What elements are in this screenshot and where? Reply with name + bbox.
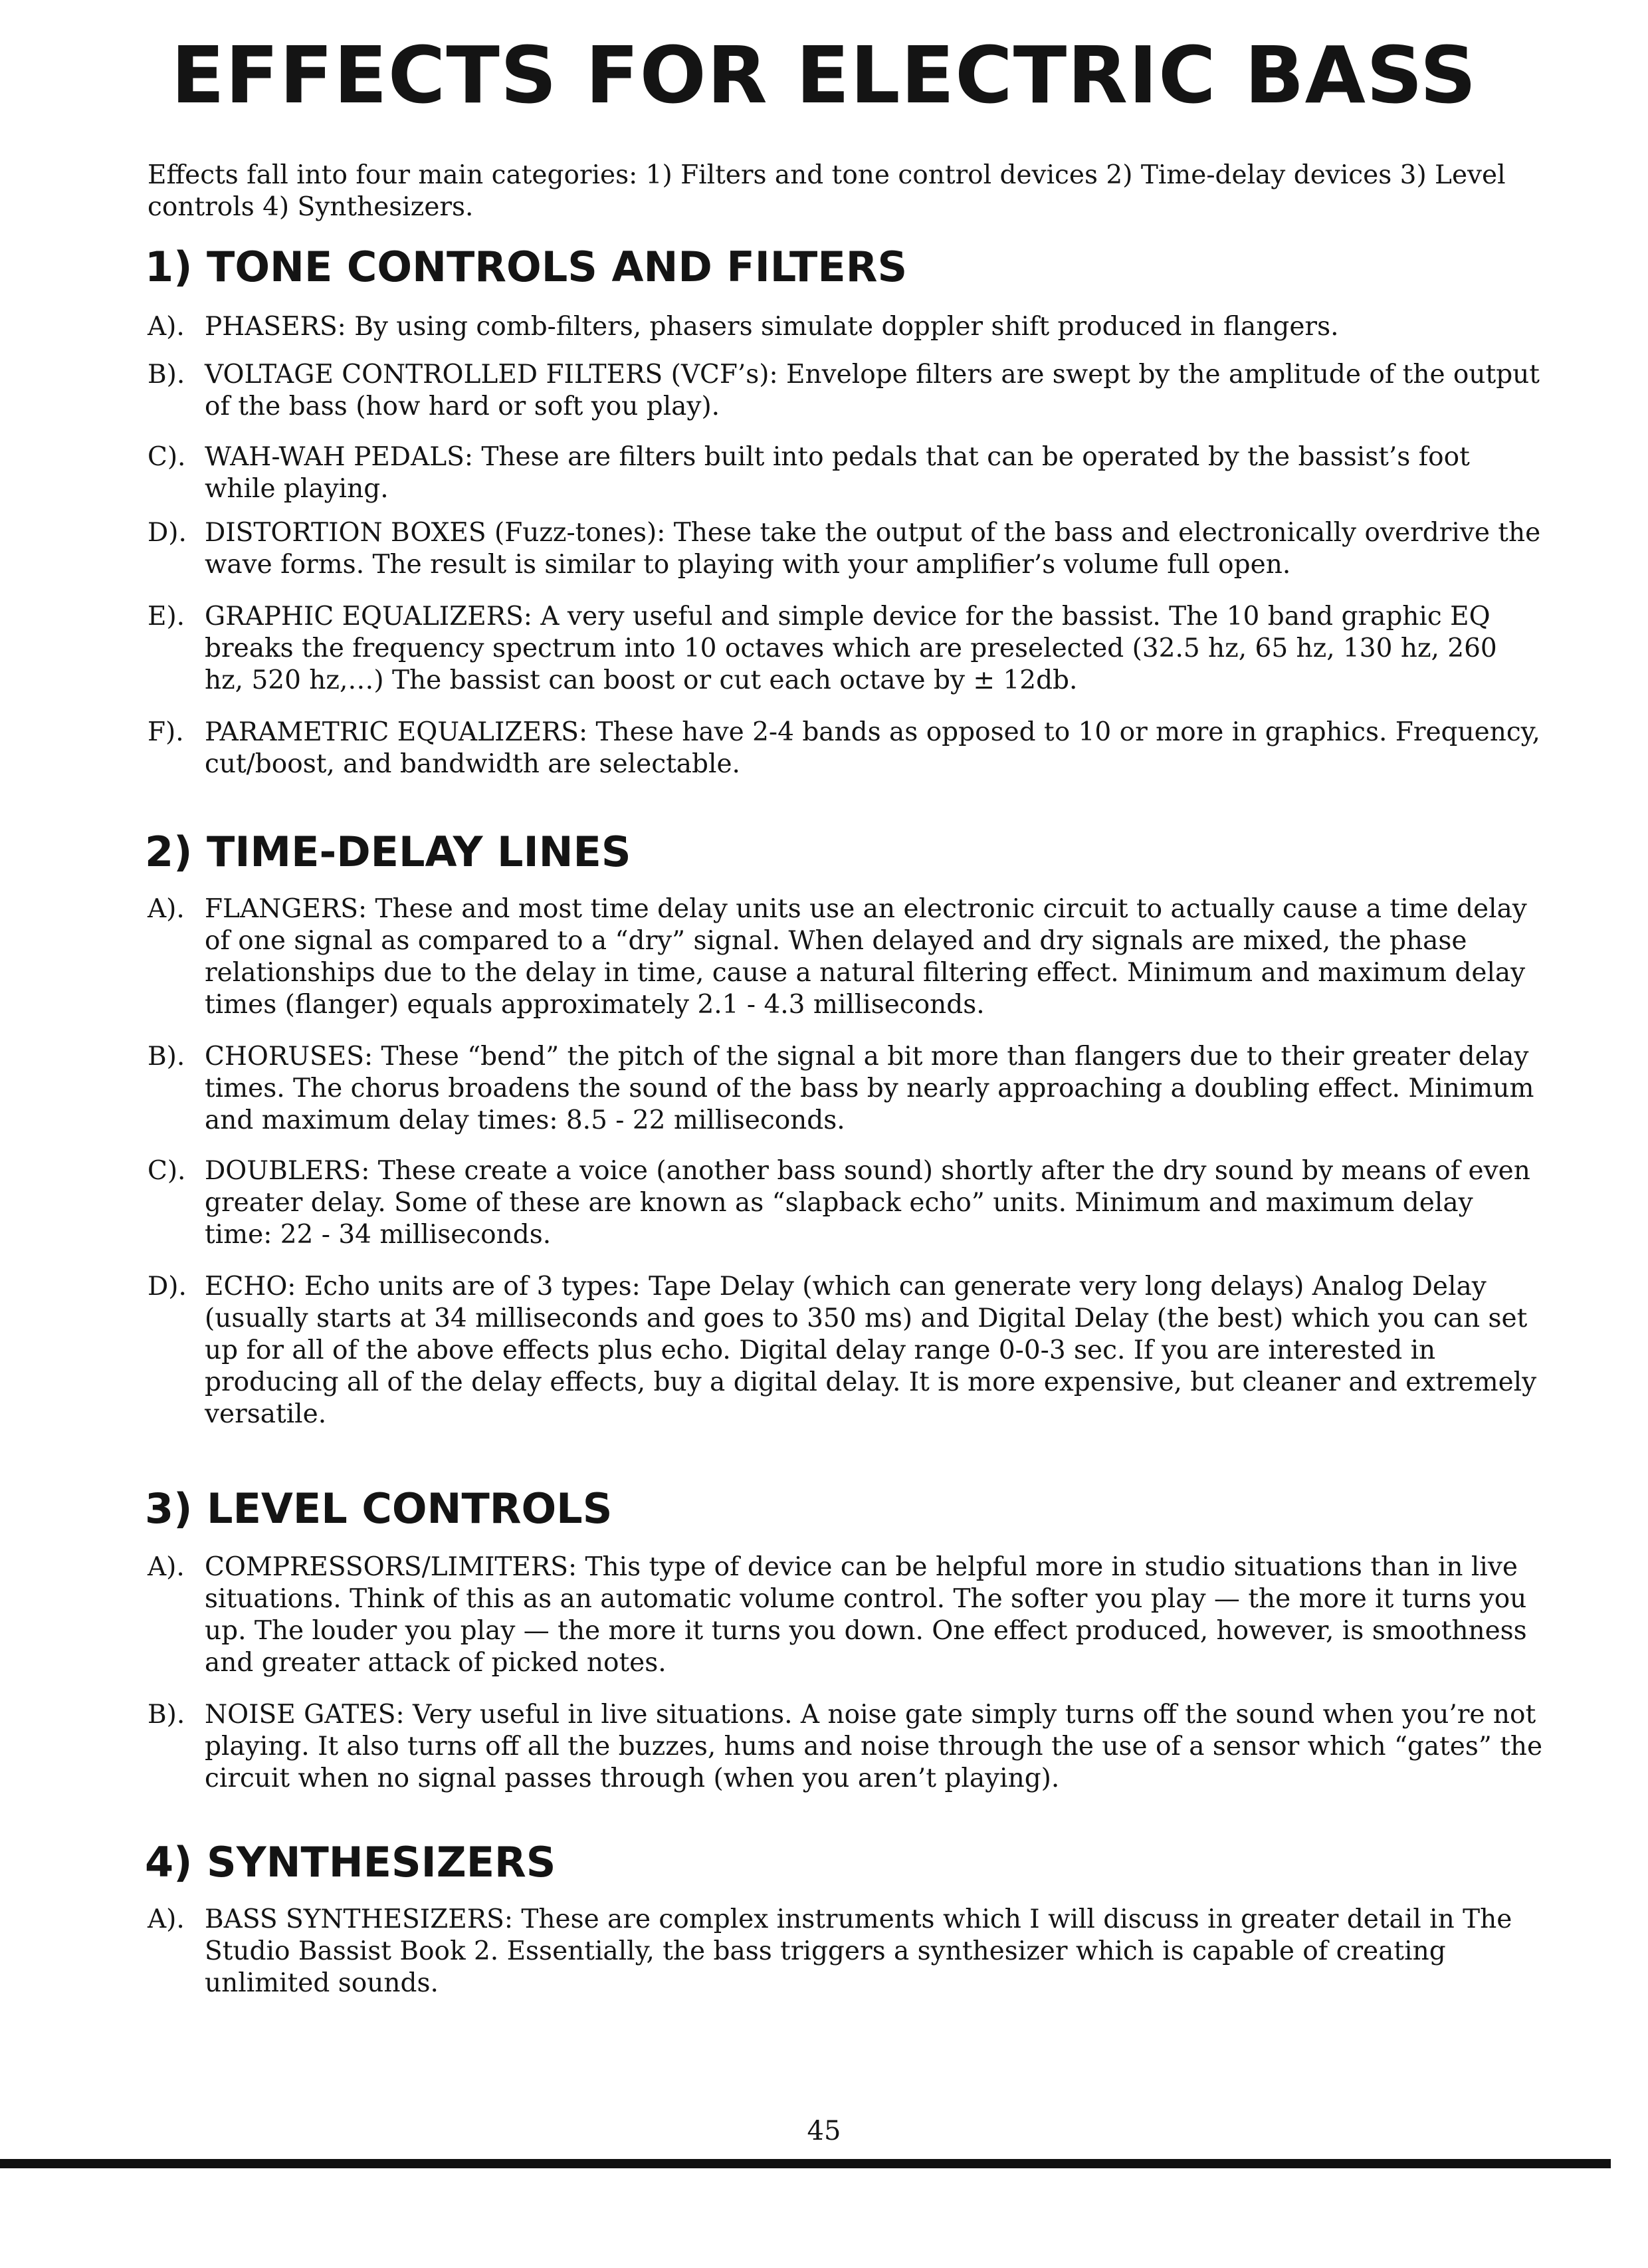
- section-heading-synthesizers: 4) SYNTHESIZERS: [145, 1838, 556, 1886]
- item-marker: B).: [148, 360, 185, 390]
- item-text: FLANGERS: These and most time delay units use an electronic circuit to actually cause a time delay of one signal as compared to a “dry” signal. When delayed and dry signals are mixed, the phase relationships due to the delay in time, cause a natural filtering effect. Minimum and maximum delay times (flanger) equals approximately 2.1 - 4.3 milliseconds.: [205, 894, 1527, 1020]
- footer-rule: [0, 2159, 1611, 2168]
- list-item: [148, 1699, 1543, 1795]
- item-text: GRAPHIC EQUALIZERS: A very useful and simple device for the bassist. The 10 band graphic EQ breaks the frequency spectrum into 10 octaves which are preselected (32.5 hz, 65 hz, 130 hz, 260 hz, 520 hz,…) The bassist can boost or cut each octave by ± 12db.: [205, 602, 1497, 695]
- item-marker: D).: [148, 1272, 187, 1302]
- section-heading-time-delay-lines: 2) TIME-DELAY LINES: [145, 828, 631, 876]
- list-item: [148, 717, 1543, 780]
- item-text: VOLTAGE CONTROLLED FILTERS (VCF’s): Envelope filters are swept by the amplitude of the output of the bass (how hard or soft you play).: [205, 360, 1540, 421]
- item-marker: B).: [148, 1700, 185, 1730]
- list-item: [148, 1041, 1543, 1137]
- item-marker: A).: [148, 894, 185, 924]
- item-marker: A).: [148, 1552, 185, 1582]
- item-text: NOISE GATES: Very useful in live situations. A noise gate simply turns off the sound when you’re not playing. It also turns off all the buzzes, hums and noise through the use of a sensor which “gates” the circuit when no signal passes through (when you aren’t playing).: [205, 1700, 1543, 1793]
- item-text: ECHO: Echo units are of 3 types: Tape Delay (which can generate very long delays) Analog Delay (usually starts at 34 milliseconds and goes to 350 ms) and Digital Delay (the best) which you can set up for all of the above effects plus echo. Digital delay range 0-0-3 sec. If you are interested in producing all of the delay effects, buy a digital delay. It is more expensive, but cleaner and extremely versatile.: [205, 1272, 1537, 1429]
- item-text: COMPRESSORS/LIMITERS: This type of device can be helpful more in studio situations than in live situations. Think of this as an automatic volume control. The softer you play — the more it turns you up. The louder you play — the more it turns you down. One effect produced, however, is smoothness and greater attack of picked notes.: [205, 1552, 1527, 1678]
- list-item: [148, 1155, 1543, 1251]
- intro-paragraph: Effects fall into four main categories: 1) Filters and tone control devices 2) Time-delay devices 3) Level controls 4) Synthesizers.: [148, 160, 1506, 222]
- item-marker: D).: [148, 518, 187, 548]
- list-item: [148, 601, 1543, 697]
- section-heading-level-controls: 3) LEVEL CONTROLS: [145, 1484, 613, 1533]
- list-item: [148, 893, 1543, 1021]
- item-marker: E).: [148, 602, 185, 631]
- item-text: BASS SYNTHESIZERS: These are complex instruments which I will discuss in greater detail in The Studio Bassist Book 2. Essentially, the bass triggers a synthesizer which is capable of creating unlimited sounds.: [205, 1904, 1512, 1998]
- page-number: 45: [807, 2116, 841, 2146]
- list-item: [148, 517, 1543, 581]
- list-item: [148, 1551, 1543, 1679]
- item-marker: A).: [148, 1904, 185, 1934]
- list-item: [148, 359, 1543, 423]
- list-item: [148, 1271, 1543, 1430]
- list-item: [148, 1904, 1543, 1999]
- item-text: PARAMETRIC EQUALIZERS: These have 2-4 bands as opposed to 10 or more in graphics. Frequency, cut/boost, and bandwidth are selectable.: [205, 717, 1540, 779]
- item-marker: B).: [148, 1042, 185, 1072]
- page-title: EFFECTS FOR ELECTRIC BASS: [171, 29, 1477, 121]
- item-text: DOUBLERS: These create a voice (another bass sound) shortly after the dry sound by means of even greater delay. Some of these are known as “slapback echo” units. Minimum and maximum delay time: 22 - 34 milliseconds.: [205, 1156, 1530, 1250]
- item-marker: C).: [148, 1156, 186, 1186]
- section-heading-tone-controls: 1) TONE CONTROLS AND FILTERS: [145, 243, 908, 291]
- item-marker: C).: [148, 442, 186, 472]
- list-item: [148, 311, 1543, 343]
- item-text: DISTORTION BOXES (Fuzz-tones): These take the output of the bass and electronically overdrive the wave forms. The result is similar to playing with your amplifier’s volume full open.: [205, 518, 1541, 580]
- item-text: CHORUSES: These “bend” the pitch of the signal a bit more than flangers due to their greater delay times. The chorus broadens the sound of the bass by nearly approaching a doubling effect. Minimum and maximum delay times: 8.5 - 22 milliseconds.: [205, 1042, 1534, 1135]
- item-marker: F).: [148, 717, 184, 747]
- item-marker: A).: [148, 312, 185, 342]
- item-text: WAH-WAH PEDALS: These are filters built into pedals that can be operated by the bassist’s foot while playing.: [205, 442, 1470, 504]
- list-item: [148, 441, 1543, 505]
- item-text: PHASERS: By using comb-filters, phasers simulate doppler shift produced in flangers.: [205, 312, 1339, 342]
